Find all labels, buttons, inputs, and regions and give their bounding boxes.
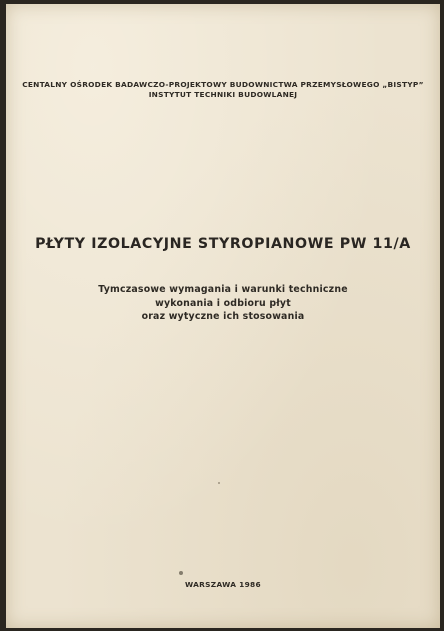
- institution-header: [6, 80, 440, 100]
- document-title: PŁYTY IZOLACYJNE STYROPIANOWE PW 11/A: [35, 236, 411, 252]
- ink-mark: [179, 571, 183, 575]
- document-cover-page: [6, 4, 440, 628]
- subtitle-line: Tymczasowe wymagania i warunki techniczne: [98, 284, 348, 295]
- subtitle-line: wykonania i odbioru płyt: [155, 297, 291, 309]
- place-and-year: WARSZAWA 1986: [185, 580, 261, 589]
- subtitle-line: oraz wytyczne ich stosowania: [141, 311, 305, 322]
- paper-speck: [218, 482, 220, 484]
- document-subtitle: [6, 283, 440, 324]
- institute-name-line: INSTYTUT TECHNIKI BUDOWLANEJ: [148, 90, 298, 99]
- institution-name-line: CENTALNY OŚRODEK BADAWCZO-PROJEKTOWY BUDOWNICTWA PRZEMYSŁOWEGO „BISTYP”: [22, 80, 424, 89]
